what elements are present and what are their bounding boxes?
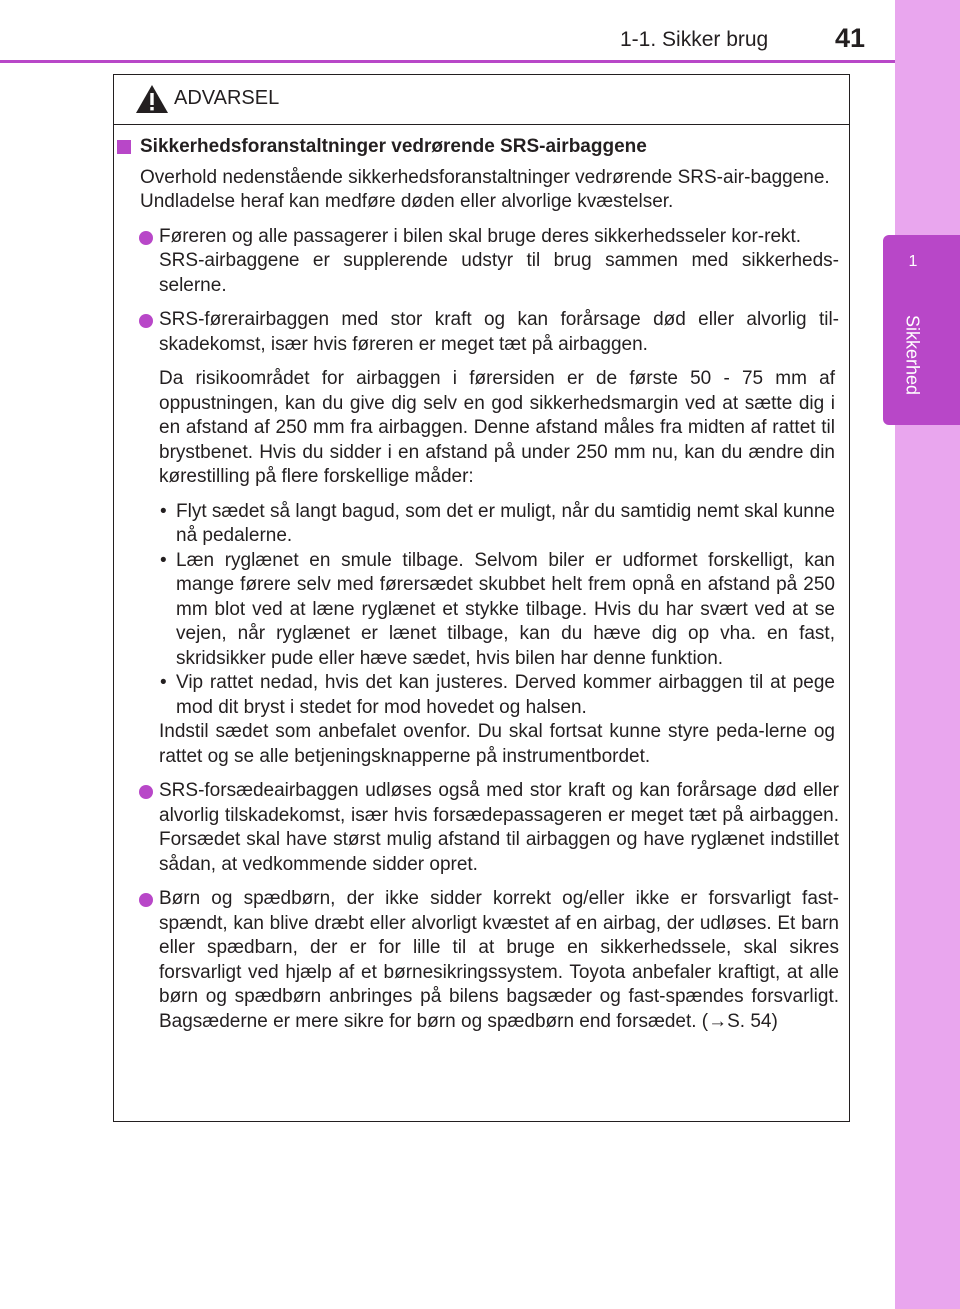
section-title: 1-1. Sikker brug bbox=[620, 28, 769, 51]
dash-item-3-text: Vip rattet nedad, hvis det kan justeres. Derved kommer airbaggen til at pege mod dit bryst i stedet for mod hovedet og halsen. bbox=[176, 672, 835, 718]
bullet-1-text-1: Føreren og alle passagerer i bilen skal bruge deres sikkerhedsseler kor-rekt. bbox=[159, 225, 802, 247]
bullet-dot-icon bbox=[139, 231, 153, 245]
dash-item: • Læn ryglænet en smule tilbage. Selvom biler er udformet forskelligt, kan mange førere selv med førersædet skubbet helt frem opnå en afstand på 250 mm blot ved at læne ryglænet et stykke tilbage. Hvis du har svært ved at se vejen, når ryglænet er lænet tilbage, kan du hæve dig op vha. en fast, skridsikker pude eller hæve sædet, hvis bilen har denne funktion. bbox=[160, 549, 835, 669]
header-rule bbox=[0, 60, 895, 63]
bullet-2-after: Indstil sædet som anbefalet ovenfor. Du skal fortsat kunne styre peda-lerne og rattet og se alle betjeningsknapperne på instrumentbordet. bbox=[159, 721, 835, 767]
bullet-2-text: SRS-førerairbaggen med stor kraft og kan forårsage død eller alvorlig til-skadekomst, især hvis føreren er meget tæt på airbaggen. bbox=[159, 309, 839, 355]
bullet-item bbox=[114, 779, 849, 877]
warning-title: ADVARSEL bbox=[174, 87, 280, 109]
square-bullet-icon bbox=[117, 140, 131, 154]
dash-item-2-text: Læn ryglænet en smule tilbage. Selvom biler er udformet forskelligt, kan mange førere selv med førersædet skubbet helt frem opnå en afstand på 250 mm blot ved at læne ryglænet et stykke tilbage. Hvis du har svært ved at se vejen, når ryglænet er lænet tilbage, kan du hæve dig op vha. en fast, skridsikker pude eller hæve sædet, hvis bilen har denne funktion. bbox=[176, 549, 835, 669]
bullet-4-text: Børn og spædbørn, der ikke sidder korrekt og/eller ikke er forsvarligt fast-spændt, kan blive dræbt eller alvorligt kvæstet af en airbag, der udløses. Et barn eller spædbarn, der er for lille til at bruge en sikkerhedssele, skal sikres forsvarligt ved hjælp af et børnesikringssystem. Toyota anbefaler kraftigt, at alle børn og spædbørn anbringes på bilens bagsæder og fast-spændes forsvarligt. Bagsæderne er mere sikre for børn og spædbørn end forsædet. (→S. 54) bbox=[159, 888, 839, 1032]
dash-item-1-text: Flyt sædet så langt bagud, som det er muligt, når du samtidig nemt skal kunne nå pedalerne. bbox=[176, 500, 835, 546]
bullet-item bbox=[114, 308, 849, 357]
warning-triangle-icon bbox=[134, 83, 170, 115]
dash-item: • Flyt sædet så langt bagud, som det er muligt, når du samtidig nemt skal kunne nå pedalerne. bbox=[160, 500, 835, 546]
bullet-item bbox=[114, 225, 849, 299]
page-number: 41 bbox=[834, 23, 866, 53]
bullet-3-text: SRS-forsædeairbaggen udløses også med stor kraft og kan forårsage død eller alvorlig tilskadekomst, især hvis forsædepassageren er meget tæt på airbaggen. Forsædet skal have størst mulig afstand til airbaggen og have ryglænet indstillet sådan, at vedkommende sidder opret. bbox=[159, 780, 839, 875]
warning-header bbox=[114, 75, 849, 125]
side-strip bbox=[895, 0, 960, 1309]
bullet-dot-icon bbox=[139, 785, 153, 799]
bullet-dot-icon bbox=[139, 893, 153, 907]
intro-paragraph-1: Overhold nedenstående sikkerhedsforanstaltninger vedrørende SRS-air-baggene. bbox=[140, 166, 830, 188]
subsection-heading-text: Sikkerhedsforanstaltninger vedrørende SRS-airbaggene bbox=[140, 136, 647, 157]
chapter-label: Sikkerhed bbox=[902, 314, 923, 396]
bullet-2-detail: Da risikoområdet for airbaggen i førersiden er de første 50 - 75 mm af oppustningen, kan du give dig selv en god sikkerhedsmargin ved at sætte dig i en afstand af 250 mm fra airbaggen. Denne afstand måles fra midten af rattet til brystbenet. Hvis du sidder i en afstand på under 250 mm nu, kan du ændre din kørestilling på flere forskellige måder: bbox=[159, 368, 835, 487]
warning-content bbox=[114, 135, 849, 1034]
bullet-item bbox=[114, 887, 849, 1034]
warning-box bbox=[113, 74, 850, 1122]
chapter-number: 1 bbox=[908, 253, 918, 270]
intro-paragraph-2: Undladelse heraf kan medføre døden eller alvorlige kvæstelser. bbox=[140, 191, 674, 212]
subsection-heading bbox=[114, 135, 849, 160]
bullet-1-text-2: SRS-airbaggene er supplerende udstyr til brug sammen med sikkerheds-selerne. bbox=[159, 250, 839, 296]
bullet-dot-icon bbox=[139, 314, 153, 328]
dash-item: • Vip rattet nedad, hvis det kan justeres. Derved kommer airbaggen til at pege mod dit bryst i stedet for mod hovedet og halsen. bbox=[160, 672, 835, 718]
